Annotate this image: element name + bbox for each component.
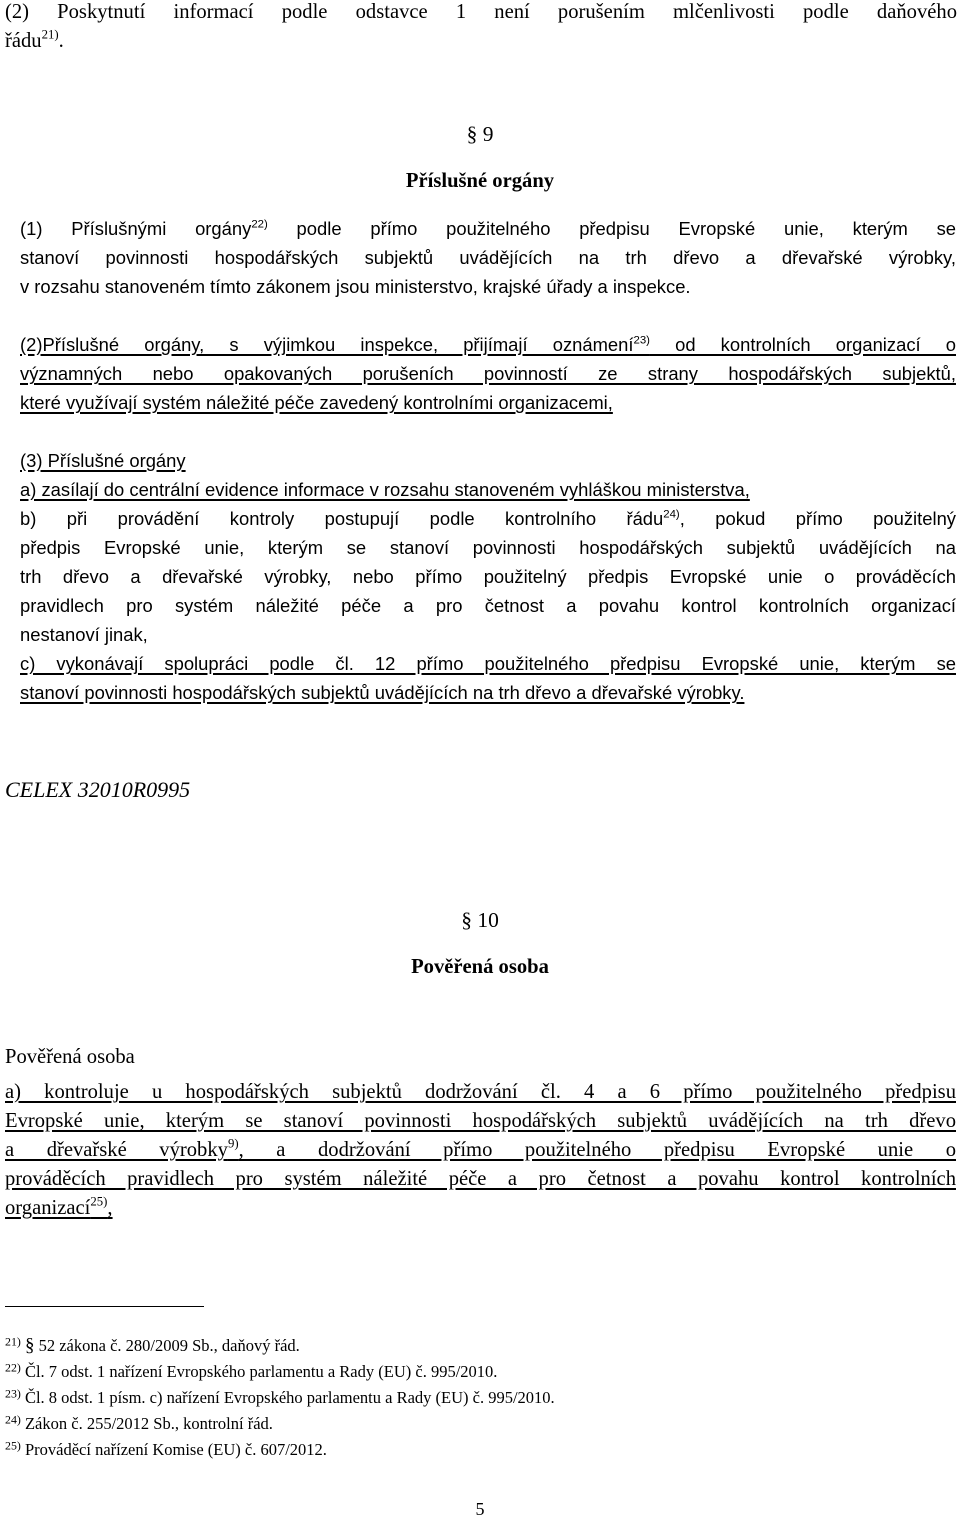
footnote-separator [5,1306,204,1307]
paragraph-line: významných nebo opakovaných porušeních povinností ze strany hospodářských subjektů, [20,363,956,384]
footnote-ref: 23) [633,334,650,347]
footnote-24: $^{24)}$ Zákon č. 255/2012 Sb., kontrolní řád. [5,1412,273,1433]
paragraph-line: pravidlech pro systém náležité péče a pro četnost a povahu kontrol kontrolních organizací [20,595,956,616]
list-item-c: c) vykonávají spolupráci podle čl. 12 přímo použitelného předpisu Evropské unie, kterým se [20,653,956,674]
list-item-b: b) při provádění kontroly postupují podle kontrolního řádu$^{24)}$, pokud přímo použitelný [20,508,956,529]
paragraph-line: trh dřevo a dřevařské výrobky, nebo přímo použitelný předpis Evropské unie o prováděcích [20,566,956,587]
celex-reference: CELEX 32010R0995 [5,777,191,802]
footnote-ref: 24) [663,508,680,521]
section-sign: § [24,1335,35,1356]
paragraph-line: předpis Evropské unie, kterým se stanoví povinnosti hospodářských subjektů uvádějících na [20,537,956,558]
paragraph-line: (1) Příslušnými orgány$^{22)}$ podle přímo použitelného předpisu Evropské unie, kterým se [20,218,956,239]
footnote-21: $^{21)}$ § 52 zákona č. 280/2009 Sb., daňový řád. [5,1334,300,1356]
page-number: 5 [475,1499,485,1519]
paragraph-line: stanoví povinnosti hospodářských subjektů uvádějících na trh dřevo a dřevařské výrobky. [20,682,745,703]
paragraph-line: (2) Poskytnutí informací podle odstavce 1 není porušením mlčenlivosti podle daňového [5,1,957,23]
section-number: § 10 [461,908,499,932]
paragraph-heading: Pověřená osoba [5,1046,135,1068]
paragraph-line: a dřevařské výrobky$^{9)}$, a dodržování přímo použitelného předpisu Evropské unie o [5,1136,956,1161]
footnote-ref: 21) [41,27,59,42]
footnote-22: $^{22)}$ Čl. 7 odst. 1 nařízení Evropského parlamentu a Rady (EU) č. 995/2010. [5,1360,498,1381]
section-number: § 9 [466,122,494,146]
paragraph-line: (2)Příslušné orgány, s výjimkou inspekce, přijímají oznámení$^{23)}$ od kontrolních organizací o [20,334,956,355]
list-item-a: a) zasílají do centrální evidence informace v rozsahu stanoveném vyhláškou ministerstva, [20,479,750,500]
footnote-23: $^{23)}$ Čl. 8 odst. 1 písm. c) nařízení Evropského parlamentu a Rady (EU) č. 995/2010. [5,1386,555,1407]
section-title: Příslušné orgány [405,170,555,192]
section-title: Pověřená osoba [411,956,549,978]
footnote-ref: 9) [227,1136,239,1151]
paragraph-heading: (3) Příslušné orgány [20,450,186,471]
footnote-ref: 25) [90,1194,108,1209]
list-item-a: a) kontroluje u hospodářských subjektů dodržování čl. 4 a 6 přímo použitelného předpisu [5,1081,956,1103]
paragraph-line: stanoví povinnosti hospodářských subjektů uvádějících na trh dřevo a dřevařské výrobky, [20,247,956,268]
paragraph-line: organizací$^{25)}$, [5,1194,113,1219]
paragraph-line: řádu$^{21)}$. [5,27,64,52]
paragraph-line: prováděcích pravidlech pro systém náležité péče a pro četnost a povahu kontrol kontrolních [5,1168,956,1190]
paragraph-line: které využívají systém náležité péče zavedený kontrolními organizacemi, [20,392,613,413]
footnote-25: $^{25)}$ Prováděcí nařízení Komise (EU) č. 607/2012. [5,1438,327,1459]
paragraph-line: nestanoví jinak, [20,624,148,645]
footnote-ref: 22) [251,218,268,231]
paragraph-line: v rozsahu stanoveném tímto zákonem jsou ministerstvo, krajské úřady a inspekce. [20,276,691,297]
paragraph-line: Evropské unie, kterým se stanoví povinnosti hospodářských subjektů uvádějících na trh dřevo [5,1110,956,1132]
